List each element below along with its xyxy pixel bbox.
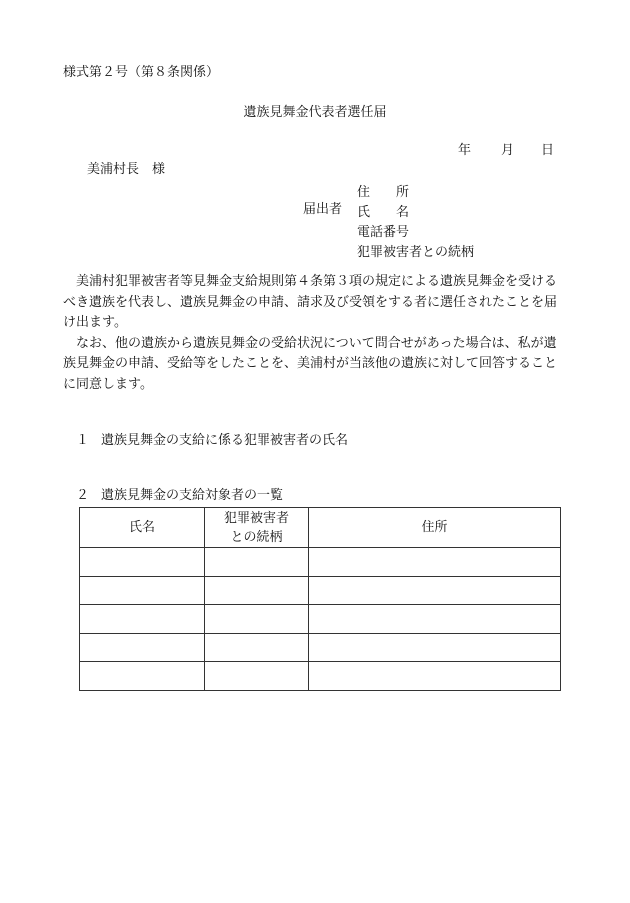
date-year: 年 [458, 143, 472, 158]
item-2-number: ２ [76, 488, 90, 503]
cell-address[interactable] [309, 576, 561, 605]
submitter-address-label: 住 所 [357, 185, 410, 200]
declaration-paragraph-2: なお、他の遺族から遺族見舞金の受給状況について問合せがあった場合は、私が遺族見舞金の申請、受給等をしたことを、美浦村が当該他の遺族に対して回答することに同意します。 [63, 335, 558, 392]
cell-relationship[interactable] [205, 548, 309, 577]
declaration-body [63, 272, 569, 396]
item-1-number: １ [76, 433, 90, 448]
submitter-label: 届出者 [303, 202, 343, 217]
form-number: 様式第２号（第８条関係） [63, 65, 220, 80]
date-day: 日 [541, 143, 555, 158]
cell-relationship[interactable] [205, 633, 309, 662]
submitter-fields [357, 183, 474, 263]
table-row [80, 605, 561, 634]
cell-name[interactable] [80, 605, 205, 634]
table-row [80, 633, 561, 662]
submitter-relationship-label: 犯罪被害者との続柄 [357, 245, 475, 260]
addressee: 美浦村長 様 [87, 162, 166, 177]
item-2-heading [76, 489, 283, 502]
cell-name[interactable] [80, 662, 205, 691]
table-header-row [80, 508, 561, 548]
item-2-text: 遺族見舞金の支給対象者の一覧 [101, 488, 284, 503]
column-header-relationship-line-2: との続柄 [230, 529, 283, 545]
cell-address[interactable] [309, 548, 561, 577]
cell-relationship[interactable] [205, 662, 309, 691]
table-row [80, 548, 561, 577]
cell-name[interactable] [80, 548, 205, 577]
column-header-relationship-line-1: 犯罪被害者 [223, 510, 289, 526]
column-header-relationship [205, 508, 309, 548]
cell-name[interactable] [80, 576, 205, 605]
date-month: 月 [501, 143, 515, 158]
item-1-text: 遺族見舞金の支給に係る犯罪被害者の氏名 [101, 433, 349, 448]
document-title: 遺族見舞金代表者選任届 [243, 105, 387, 120]
column-header-address: 住所 [309, 508, 561, 548]
cell-address[interactable] [309, 633, 561, 662]
cell-relationship[interactable] [205, 605, 309, 634]
cell-relationship[interactable] [205, 576, 309, 605]
column-header-name: 氏名 [80, 508, 205, 548]
table-row [80, 662, 561, 691]
declaration-paragraph-1: 美浦村犯罪被害者等見舞金支給規則第４条第３項の規定による遺族見舞金を受けるべき遺族を代表し、遺族見舞金の申請、請求及び受領をする者に選任されたことを届け出ます。 [63, 274, 558, 331]
cell-name[interactable] [80, 633, 205, 662]
date-line [458, 144, 554, 157]
item-1-heading [76, 434, 348, 447]
beneficiary-table [79, 507, 561, 691]
submitter-phone-label: 電話番号 [357, 225, 410, 240]
submitter-name-label: 氏 名 [357, 205, 410, 220]
cell-address[interactable] [309, 662, 561, 691]
cell-address[interactable] [309, 605, 561, 634]
table-row [80, 576, 561, 605]
